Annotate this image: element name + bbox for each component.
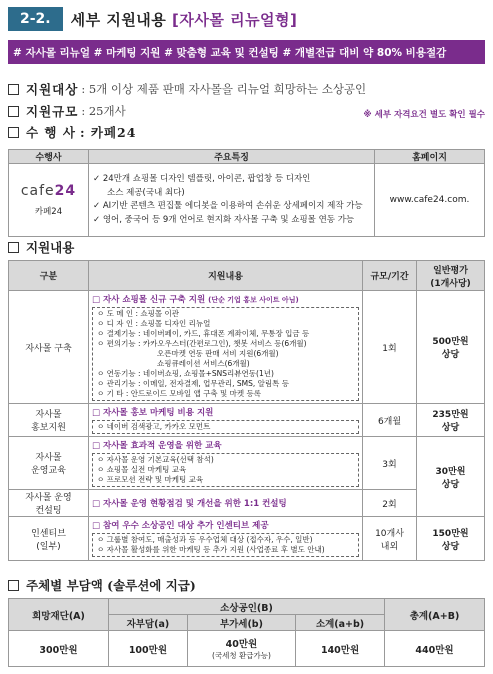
detail-item: ㅇ 자사몰 운영 기본교육(선택 참석): [97, 455, 214, 464]
table-row: [9, 631, 485, 667]
checkbox-icon: [8, 84, 19, 95]
hashtag-banner: # 자사몰 리뉴얼 # 마케팅 지원 # 맞춤형 교육 및 컨설팅 # 개별전급 대비 약 80% 비용절감: [8, 40, 485, 64]
feature-item: ✓ AI기반 콘텐츠 편집툴 에디봇을 이용하여 손쉬운 상세페이지 제작 가능: [93, 201, 363, 211]
row-title: □ 자사 쇼핑몰 신규 구축 지원 (단순 기업 홍보 사이트 아님): [92, 295, 299, 305]
checkbox-icon: [8, 127, 19, 138]
feature-item: ✓ 24만개 쇼핑몰 디자인 템플릿, 아이콘, 팝업창 등 디자인: [93, 174, 311, 184]
row-scale: 2회: [363, 490, 417, 517]
detail-item: ㅇ 네이버 검색광고, 카카오 모먼트: [97, 422, 211, 431]
row-scale: 3회: [363, 437, 417, 490]
section-title: 주체별 부담액 (솔루션에 지급): [26, 578, 196, 593]
col-header: 희망재단(A): [9, 599, 109, 631]
title-main: 세부 지원내용: [70, 10, 167, 29]
checkbox-icon: [8, 242, 19, 253]
col-header: 규모/기간: [363, 261, 417, 291]
info-provider: [8, 123, 485, 141]
col-header: 소계(a+b): [296, 615, 385, 631]
cost-table: [8, 598, 485, 667]
row-scale: 10개사 내외: [363, 517, 417, 561]
feature-item: ✓ 영어, 중국어 등 9개 언어로 현지화 자사몰 구축 및 쇼핑몰 연동 가능: [93, 214, 355, 225]
detail-item: ㅇ 기 타 : 안드로이드 모바일 앱 구축 및 마켓 등록: [97, 389, 262, 398]
row-amount: 150만원 상당: [417, 517, 485, 561]
detail-item: ㅇ 연동기능 : 네이버쇼핑, 쇼핑몰+SNS리뷰연동(1년): [97, 369, 274, 378]
info-value: : 5개 이상 제품 판매 자사몰을 리뉴얼 희망하는 소상공인: [81, 82, 367, 96]
cafe24-logo: cafe24: [20, 183, 77, 199]
row-content: [89, 291, 363, 404]
section-title: 지원내용: [26, 240, 75, 255]
row-category: 자사몰 운영 컨설팅: [9, 490, 89, 517]
row-content: [89, 490, 363, 517]
section-number: 2-2.: [8, 7, 63, 31]
col-header: 소상공인(B): [109, 599, 385, 615]
detail-item: ㅇ 관리기능 : 이메일, 전자결제, 업무관리, SMS, 알림톡 등: [97, 379, 290, 388]
row-amount: 235만원 상당: [417, 404, 485, 437]
row-amount: 30만원 상당: [417, 437, 485, 517]
table-row: [9, 490, 485, 517]
col-header: 일반평가 (1개사당): [417, 261, 485, 291]
feature-list: [89, 164, 375, 237]
homepage-link[interactable]: www.cafe24.com.: [375, 164, 485, 237]
info-value: : 카페24: [79, 125, 137, 140]
row-category: 자사몰 운영교육: [9, 437, 89, 490]
col-header: 수행사: [9, 150, 89, 164]
detail-item: ㅇ 도 메 인 : 쇼핑몰 이관: [97, 309, 180, 318]
col-header: 주요특징: [89, 150, 375, 164]
row-scale: 6개월: [363, 404, 417, 437]
info-key: 지원규모: [26, 104, 79, 119]
detail-item: ㅇ 결제기능 : 네이버페이, 카드, 휴대폰 계좌이체, 무통장 입금 등: [97, 329, 310, 338]
cost-vat: 40만원 (국세청 환급가능): [187, 631, 295, 667]
detail-box: [92, 453, 359, 487]
feature-item: 소스 제공(국내 최다): [107, 187, 185, 198]
detail-item: ㅇ 편의기능 : 카카오우스터(간편로그인), 챗봇 서비스 등(6개월): [97, 339, 307, 348]
section-header: [8, 6, 485, 32]
detail-item: 쇼핑큐레이션 서비스(6개월): [157, 359, 250, 368]
row-content: [89, 437, 363, 490]
row-category: 자사몰 홍보지원: [9, 404, 89, 437]
col-header: 구분: [9, 261, 89, 291]
title-accent: [자사몰 리뉴얼형]: [172, 10, 298, 29]
row-title: □ 자사몰 홍보 마케팅 비용 지원: [92, 408, 214, 418]
row-title: □ 자사몰 효과적 운영을 위한 교육: [92, 441, 222, 451]
detail-box: [92, 307, 359, 401]
info-value: : 25개사: [81, 104, 126, 118]
info-key: 수 행 사: [26, 125, 76, 140]
detail-item: 오픈마켓 연동 판매 서비 지원(6개월): [157, 349, 279, 358]
eligibility-note: ※ 세부 자격요건 별도 확인 필수: [363, 110, 485, 120]
detail-item: ㅇ 디 자 인 : 쇼핑몰 디자인 리뉴얼: [97, 319, 211, 328]
detail-item: ㅇ 프로모션 전략 및 마케팅 교육: [97, 475, 204, 484]
cost-subtotal: 140만원: [296, 631, 385, 667]
checkbox-icon: [8, 106, 19, 117]
row-title: □ 자사몰 운영 현황점검 및 개선을 위한 1:1 컨설팅: [92, 499, 287, 509]
row-amount: 500만원 상당: [417, 291, 485, 404]
info-key: 지원대상: [26, 82, 79, 97]
detail-item: ㅇ 쇼핑몰 실전 마케팅 교육: [97, 465, 187, 474]
col-header: 부가세(b): [187, 615, 295, 631]
cost-total: 440만원: [385, 631, 485, 667]
detail-box: [92, 533, 359, 557]
row-content: [89, 404, 363, 437]
cost-foundation: 300만원: [9, 631, 109, 667]
cost-self: 100만원: [109, 631, 188, 667]
provider-logo: [9, 164, 89, 237]
col-header: 자부담(a): [109, 615, 188, 631]
provider-table: [8, 149, 485, 237]
checkbox-icon: [8, 580, 19, 591]
provider-name: 카페24: [34, 207, 63, 217]
detail-item: ㅇ 그룹별 참여도, 매출성과 등 우수업체 대상 (접수자, 우수, 일반): [97, 535, 313, 544]
row-content: [89, 517, 363, 561]
section-cost: [8, 576, 196, 594]
col-header: 총계(A+B): [385, 599, 485, 631]
col-header: 지원내용: [89, 261, 363, 291]
page-title: [71, 9, 298, 30]
info-target: [8, 80, 485, 98]
table-row: [9, 291, 485, 404]
row-category: 인센티브 (일부): [9, 517, 89, 561]
col-header: 홈페이지: [375, 150, 485, 164]
detail-box: [92, 420, 359, 434]
row-title: □ 참여 우수 소상공인 대상 추가 인센티브 제공: [92, 521, 269, 531]
detail-item: ㅇ 자사몰 활성화를 위한 마케팅 등 추가 지원 (사업종료 후 별도 안내): [97, 545, 325, 554]
table-row: [9, 404, 485, 437]
table-row: [9, 517, 485, 561]
table-row: [9, 437, 485, 490]
section-support: [8, 238, 74, 256]
support-table: [8, 260, 485, 561]
row-scale: 1회: [363, 291, 417, 404]
row-category: 자사몰 구축: [9, 291, 89, 404]
